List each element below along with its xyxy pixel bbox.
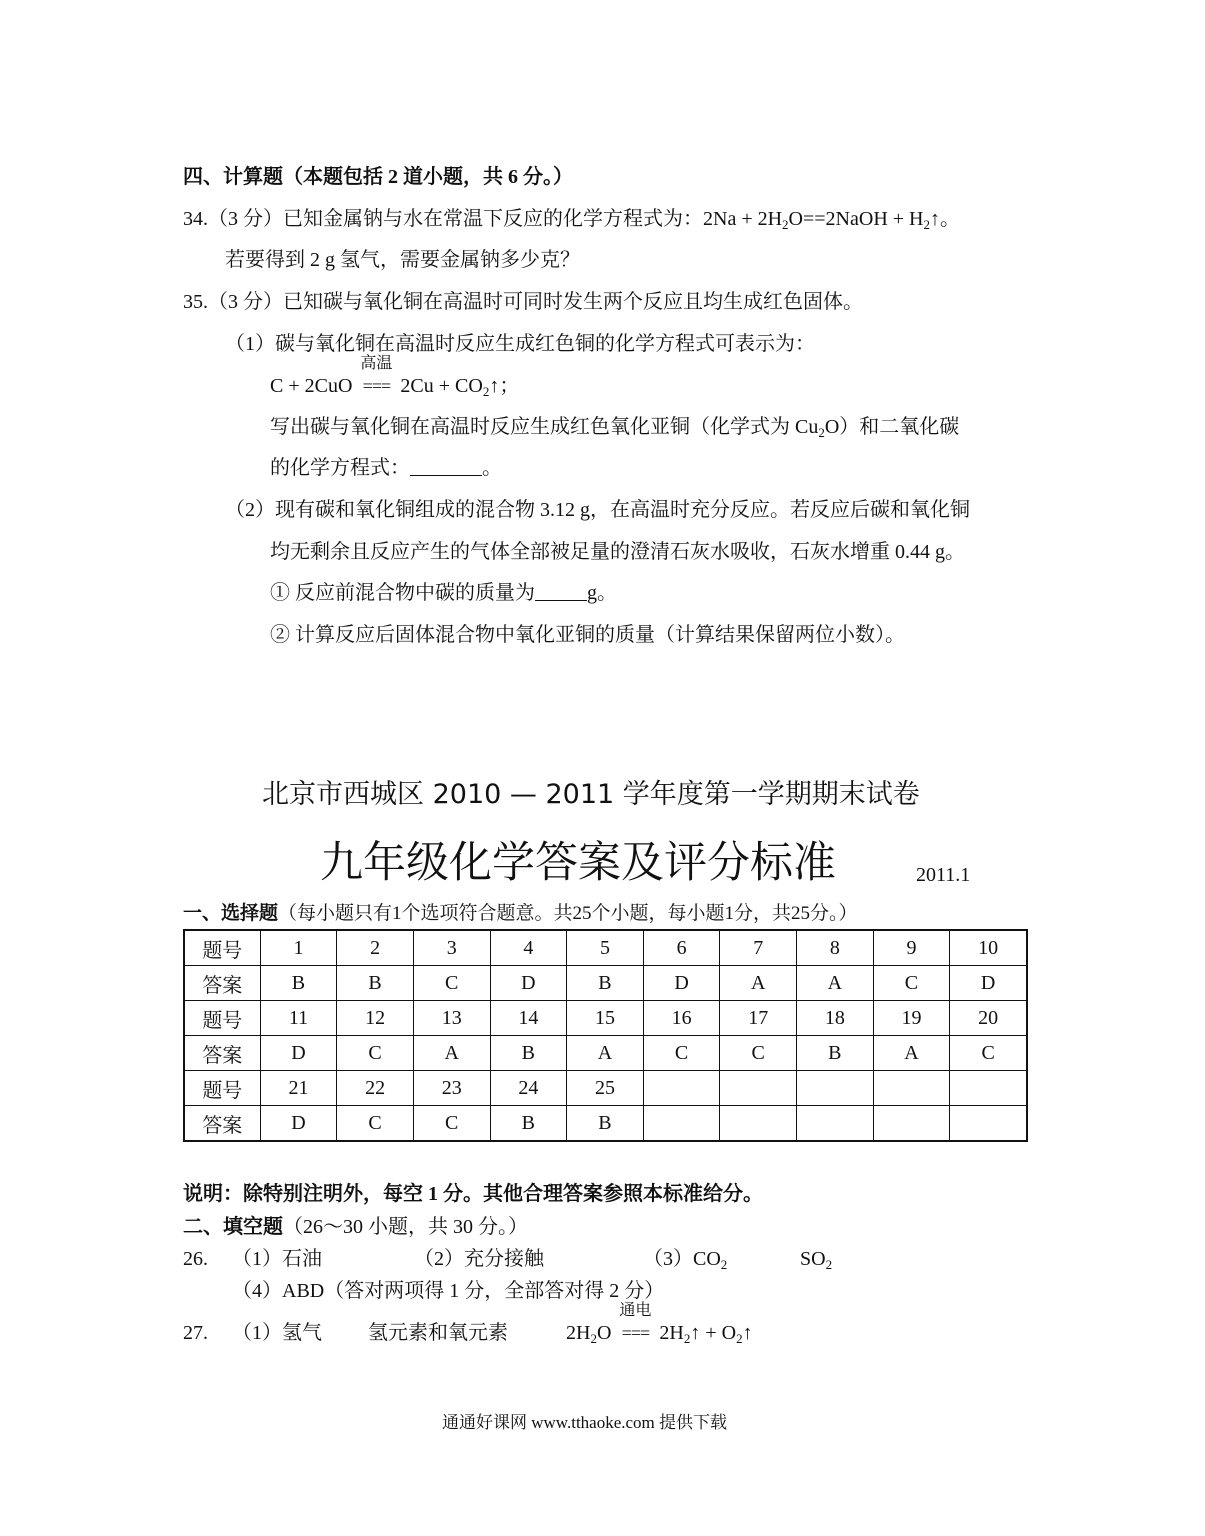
table-cell: B: [567, 966, 644, 1001]
question-35-line1: 35.（3 分）已知碳与氧化铜在高温时可同时发生两个反应且均生成红色固体。: [183, 291, 863, 313]
equation-carbon-copper: C + 2CuO 高温 === $2Cu + CO_2↑$；: [270, 355, 520, 399]
answer-27-part1: （1）氢气: [232, 1322, 322, 1344]
answer-blank: [410, 457, 482, 476]
table-cell: C: [643, 1036, 720, 1071]
table-cell: A: [567, 1036, 644, 1071]
question-35-part2-line1: （2）现有碳和氧化铜组成的混合物 3.12 g，在高温时充分反应。若反应后碳和氧化铜: [225, 499, 970, 521]
table-cell: 2: [337, 930, 414, 966]
section-heading-choice: 一、选择题（每小题只有1个选项符合题意。共25个小题，每小题1分，共25分。）: [183, 903, 858, 924]
table-cell: [950, 1071, 1027, 1106]
table-cell: D: [490, 966, 567, 1001]
table-cell: 7: [720, 930, 797, 966]
table-cell: 23: [413, 1071, 490, 1106]
row-header-cell: 答案: [184, 966, 260, 1001]
table-cell: 16: [643, 1001, 720, 1036]
table-cell: 15: [567, 1001, 644, 1036]
table-cell: 8: [797, 930, 874, 966]
table-cell: [873, 1106, 950, 1142]
section-heading-fill: 二、填空题（26～30 小题，共 30 分。）: [183, 1216, 528, 1238]
table-cell: A: [873, 1036, 950, 1071]
question-34-line2: 若要得到 2 g 氢气，需要金属钠多少克？: [225, 249, 580, 271]
table-row: [184, 966, 1027, 1001]
table-cell: 5: [567, 930, 644, 966]
table-cell: 19: [873, 1001, 950, 1036]
table-cell: D: [260, 1106, 337, 1142]
table-cell: 3: [413, 930, 490, 966]
answer-26-part3b: $SO_2$: [800, 1248, 833, 1272]
question-35-subq2: ② 计算反应后固体混合物中氧化亚铜的质量（计算结果保留两位小数）。: [270, 624, 905, 646]
table-cell: B: [797, 1036, 874, 1071]
row-header-cell: 题号: [184, 1001, 260, 1036]
table-row: [184, 1036, 1027, 1071]
row-header-cell: 答案: [184, 1106, 260, 1142]
table-cell: [797, 1071, 874, 1106]
table-cell: 17: [720, 1001, 797, 1036]
answer-26-part2: （2）充分接触: [414, 1248, 544, 1270]
table-cell: 20: [950, 1001, 1027, 1036]
equation-electrolysis: $2H_2O$ 通电 === $2H_2↑$ + $O_2↑$: [566, 1302, 753, 1346]
question-35-part1: （1）碳与氧化铜在高温时反应生成红色铜的化学方程式可表示为：: [225, 333, 815, 355]
answer-26-part4: （4）ABD（答对两项得 1 分，全部答对得 2 分）: [232, 1280, 665, 1302]
table-cell: C: [337, 1036, 414, 1071]
table-cell: 12: [337, 1001, 414, 1036]
table-cell: 25: [567, 1071, 644, 1106]
footer-source: 通通好课网 www.tthaoke.com 提供下载: [442, 1413, 728, 1432]
table-cell: D: [950, 966, 1027, 1001]
answer-26-num: 26.: [183, 1248, 208, 1270]
table-cell: [797, 1106, 874, 1142]
table-cell: A: [413, 1036, 490, 1071]
table-cell: 24: [490, 1071, 567, 1106]
answer-27-elements: 氢元素和氧元素: [368, 1322, 508, 1344]
table-cell: 10: [950, 930, 1027, 966]
table-cell: [720, 1071, 797, 1106]
table-cell: 11: [260, 1001, 337, 1036]
table-cell: C: [720, 1036, 797, 1071]
table-cell: C: [873, 966, 950, 1001]
row-header-cell: 题号: [184, 1071, 260, 1106]
table-row: [184, 1001, 1027, 1036]
table-cell: A: [720, 966, 797, 1001]
answer-key-title: 九年级化学答案及评分标准: [320, 838, 836, 888]
table-cell: 6: [643, 930, 720, 966]
table-cell: D: [260, 1036, 337, 1071]
table-cell: B: [260, 966, 337, 1001]
answer-table: [183, 929, 1028, 1142]
table-cell: [873, 1071, 950, 1106]
section-heading-calc: 四、计算题（本题包括 2 道小题，共 6 分。）: [183, 166, 573, 188]
table-cell: 21: [260, 1071, 337, 1106]
scoring-note: 说明：除特别注明外，每空 1 分。其他合理答案参照本标准给分。: [183, 1183, 763, 1205]
answer-26-part3: $(3)CO_2$: [643, 1248, 728, 1272]
table-cell: C: [413, 1106, 490, 1142]
exam-title: 北京市西城区 2010 — 2011 学年度第一学期期末试卷: [262, 779, 920, 810]
table-row: [184, 930, 1027, 966]
table-cell: 14: [490, 1001, 567, 1036]
table-cell: B: [567, 1106, 644, 1142]
table-cell: B: [490, 1036, 567, 1071]
answer-26-part1: （1）石油: [232, 1248, 322, 1270]
question-34-line1: 34.（3 分）已知金属钠与水在常温下反应的化学方程式为：$2Na + 2H_2O==2NaOH$ + $H_2↑$。: [183, 208, 960, 232]
table-cell: [720, 1106, 797, 1142]
table-cell: 13: [413, 1001, 490, 1036]
table-cell: [643, 1071, 720, 1106]
question-35-subq1: ① 反应前混合物中碳的质量为 g。: [270, 582, 617, 604]
answer-blank: [535, 582, 587, 601]
table-cell: D: [643, 966, 720, 1001]
table-cell: C: [337, 1106, 414, 1142]
table-cell: A: [797, 966, 874, 1001]
table-cell: B: [490, 1106, 567, 1142]
row-header-cell: 题号: [184, 930, 260, 966]
table-cell: 18: [797, 1001, 874, 1036]
date-label: 2011.1: [916, 864, 971, 886]
table-cell: C: [950, 1036, 1027, 1071]
table-cell: 22: [337, 1071, 414, 1106]
table-cell: B: [337, 966, 414, 1001]
table-cell: 1: [260, 930, 337, 966]
row-header-cell: 答案: [184, 1036, 260, 1071]
question-35-part1-line3: 写出碳与氧化铜在高温时反应生成红色氧化亚铜（化学式为 $Cu_2O$）和二氧化碳: [270, 416, 960, 440]
table-row: [184, 1106, 1027, 1142]
question-35-part2-line2: 均无剩余且反应产生的气体全部被足量的澄清石灰水吸收，石灰水增重 0.44 g。: [270, 541, 965, 563]
table-cell: [950, 1106, 1027, 1142]
table-cell: [643, 1106, 720, 1142]
table-cell: 4: [490, 930, 567, 966]
question-35-part1-line4: 的化学方程式： 。: [270, 457, 502, 479]
table-cell: 9: [873, 930, 950, 966]
answer-27-num: 27.: [183, 1322, 208, 1344]
table-row: [184, 1071, 1027, 1106]
table-cell: C: [413, 966, 490, 1001]
